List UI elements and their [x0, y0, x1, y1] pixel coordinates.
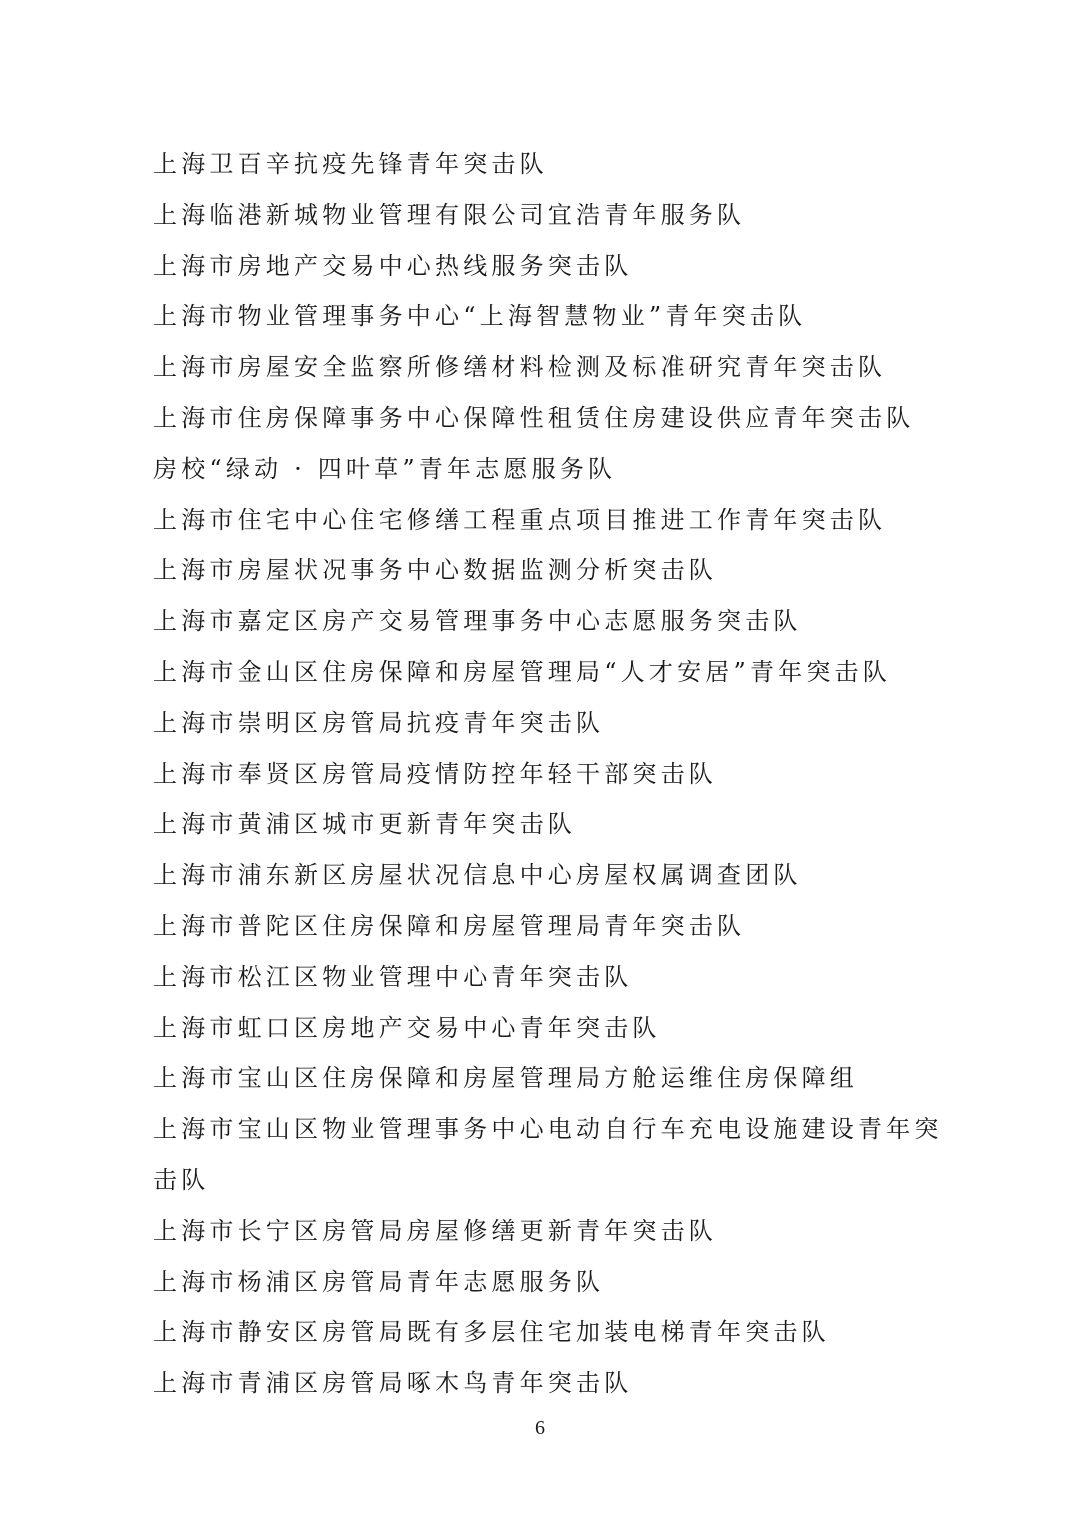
list-item: 上海市嘉定区房产交易管理事务中心志愿服务突击队 [153, 607, 802, 636]
list-item: 上海临港新城物业管理有限公司宜浩青年服务队 [153, 200, 746, 229]
list-item: 上海市宝山区住房保障和房屋管理局方舱运维住房保障组 [153, 1064, 858, 1093]
list-item: 上海市长宁区房管局房屋修缮更新青年突击队 [153, 1216, 717, 1245]
list-item: 上海市房地产交易中心热线服务突击队 [153, 251, 633, 280]
page-number: 6 [535, 1417, 545, 1439]
list-item-continuation: 击队 [153, 1165, 210, 1194]
list-item: 上海市松江区物业管理中心青年突击队 [153, 962, 633, 991]
list-item: 上海市房屋状况事务中心数据监测分析突击队 [153, 556, 717, 585]
list-item: 上海市宝山区物业管理事务中心电动自行车充电设施建设青年突 [153, 1115, 943, 1144]
list-item: 上海市黄浦区城市更新青年突击队 [153, 810, 576, 839]
list-item: 上海市崇明区房管局抗疫青年突击队 [153, 708, 605, 737]
list-item: 上海市静安区房管局既有多层住宅加装电梯青年突击队 [153, 1318, 830, 1347]
list-item: 上海卫百辛抗疫先锋青年突击队 [153, 150, 548, 178]
list-item: 上海市住房保障事务中心保障性租赁住房建设供应青年突击队 [153, 403, 915, 432]
list-item: 上海市普陀区住房保障和房屋管理局青年突击队 [153, 911, 746, 940]
list-item: 上海市浦东新区房屋状况信息中心房屋权属调查团队 [153, 861, 802, 890]
list-item: 上海市金山区住房保障和房屋管理局“人才安居”青年突击队 [153, 657, 891, 686]
list-item: 房校“绿动 · 四叶草”青年志愿服务队 [153, 454, 617, 483]
list-item: 上海市虹口区房地产交易中心青年突击队 [153, 1013, 661, 1042]
list-item: 上海市青浦区房管局啄木鸟青年突击队 [153, 1369, 633, 1398]
list-item: 上海市房屋安全监察所修缮材料检测及标准研究青年突击队 [153, 353, 887, 382]
list-item: 上海市杨浦区房管局青年志愿服务队 [153, 1267, 605, 1296]
list-item: 上海市物业管理事务中心“上海智慧物业”青年突击队 [153, 302, 807, 331]
team-list [153, 139, 953, 1409]
list-item: 上海市奉贤区房管局疫情防控年轻干部突击队 [153, 759, 717, 788]
list-item: 上海市住宅中心住宅修缮工程重点项目推进工作青年突击队 [153, 505, 887, 534]
